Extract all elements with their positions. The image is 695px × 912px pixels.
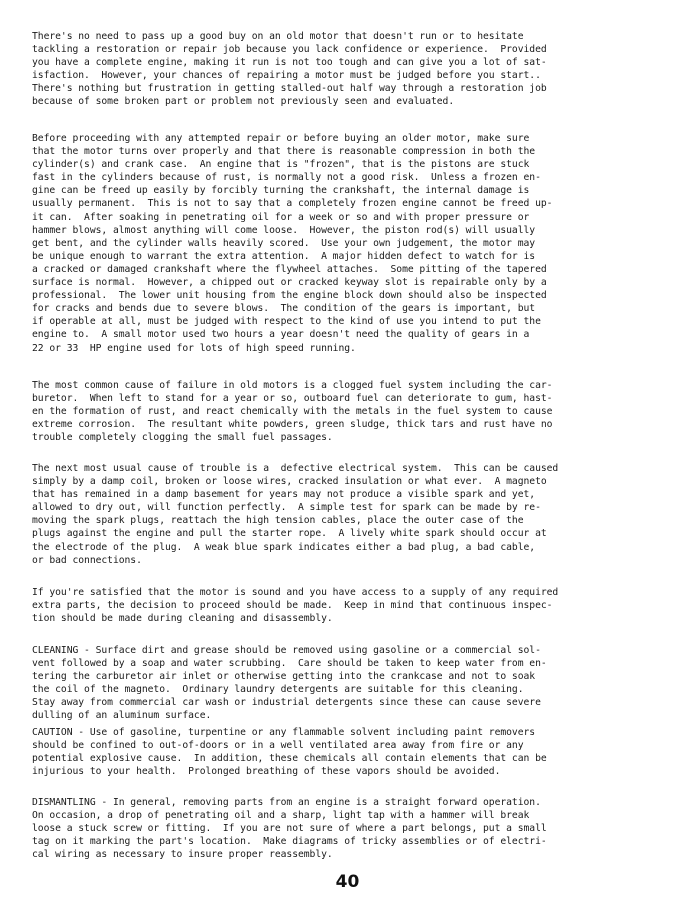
text-line: that the motor turns over properly and that there is reasonable compression in both the <box>32 146 536 158</box>
text-line: simply by a damp coil, broken or loose wires, cracked insulation or what ever. A magneto <box>32 476 547 488</box>
text-line: if operable at all, must be judged with respect to the kind of use you intend to put the <box>32 316 541 328</box>
paragraph-inspection <box>32 132 672 355</box>
text-line: the coil of the magneto. Ordinary laundry detergents are suitable for this cleaning. <box>32 684 524 696</box>
text-line: engine to. A small motor used two hours a year doesn't need the quality of gears in a <box>32 329 530 341</box>
text-line: en the formation of rust, and react chemically with the metals in the fuel system to cause <box>32 406 553 418</box>
text-line: isfaction. However, your chances of repairing a motor must be judged before you start.. <box>32 70 541 82</box>
text-line: injurious to your health. Prolonged breathing of these vapors should be avoided. <box>32 766 501 778</box>
text-line: 22 or 33 HP engine used for lots of high speed running. <box>32 342 356 354</box>
text-line: gine can be freed up easily by forcibly turning the crankshaft, the internal damage is <box>32 185 530 197</box>
text-line: The next most usual cause of trouble is a defective electrical system. This can be caused <box>32 463 559 474</box>
text-line: surface is normal. However, a chipped out or cracked keyway slot is repairable only by a <box>32 277 547 289</box>
text-line: that has remained in a damp basement for years may not produce a visible spark and yet, <box>32 489 536 501</box>
paragraph-cleaning <box>32 644 672 723</box>
text-line: extreme corrosion. The resultant white powders, green sludge, thick tars and rust have no <box>32 419 553 431</box>
paragraph-electrical <box>32 462 672 567</box>
text-line: Before proceeding with any attempted repair or before buying an older motor, make sure <box>32 133 530 144</box>
text-line: plugs against the engine and pull the starter rope. A lively white spark should occur at <box>32 528 547 540</box>
paragraph-decision <box>32 586 672 625</box>
text-line: There's nothing but frustration in getting stalled-out half way through a restoration job <box>32 83 547 95</box>
text-line: professional. The lower unit housing from the engine block down should also be inspected <box>32 290 547 302</box>
paragraph-caution <box>32 726 672 778</box>
text-line: should be confined to out-of-doors or in a well ventilated area away from fire or any <box>32 740 524 752</box>
text-line: dulling of an aluminum surface. <box>32 710 212 722</box>
text-line: be unique enough to warrant the extra attention. A major hidden defect to watch for is <box>32 250 536 262</box>
text-line: hammer blows, almost anything will come loose. However, the piston rod(s) will usually <box>32 224 536 236</box>
paragraph-fuel <box>32 379 672 444</box>
text-line: cal wiring as necessary to insure proper reassembly. <box>32 849 333 861</box>
text-line: cylinder(s) and crank case. An engine that is "frozen", that is the pistons are stuck <box>32 159 530 171</box>
text-line: trouble completely clogging the small fuel passages. <box>32 432 333 444</box>
paragraph-dismantling <box>32 796 672 861</box>
page-number: 40 <box>335 872 360 892</box>
paragraph-intro <box>32 30 672 109</box>
text-line: tering the carburetor air inlet or otherwise getting into the crankcase and not to soak <box>32 671 536 683</box>
text-line: Stay away from commercial car wash or industrial detergents since these can cause severe <box>32 697 541 709</box>
text-line: for cracks and bends due to severe blows. The condition of the gears is important, but <box>32 303 536 315</box>
text-line: loose a stuck screw or fitting. If you are not sure of where a part belongs, put a small <box>32 823 547 835</box>
text-line: tackling a restoration or repair job because you lack confidence or experience. Provided <box>32 44 547 56</box>
text-line: tion should be made during cleaning and disassembly. <box>32 613 333 625</box>
text-line: it can. After soaking in penetrating oil for a week or so and with proper pressure or <box>32 211 530 223</box>
text-line: moving the spark plugs, reattach the high tension cables, place the outer case of the <box>32 515 524 527</box>
text-line: The most common cause of failure in old motors is a clogged fuel system including the car- <box>32 380 553 391</box>
text-line: If you're satisfied that the motor is sound and you have access to a supply of any required <box>32 587 559 598</box>
text-line: On occasion, a drop of penetrating oil and a sharp, light tap with a hammer will break <box>32 810 530 822</box>
text-line: fast in the cylinders because of rust, is normally not a good risk. Unless a frozen en- <box>32 172 541 184</box>
text-line: the electrode of the plug. A weak blue spark indicates either a bad plug, a bad cable, <box>32 541 536 553</box>
text-line: usually permanent. This is not to say that a completely frozen engine cannot be freed up- <box>32 198 553 210</box>
text-line: extra parts, the decision to proceed should be made. Keep in mind that continuous inspec- <box>32 600 553 612</box>
text-line: CAUTION - Use of gasoline, turpentine or any flammable solvent including paint removers <box>32 727 536 738</box>
text-line: get bent, and the cylinder walls heavily scored. Use your own judgement, the motor may <box>32 237 536 249</box>
text-line: buretor. When left to stand for a year or so, outboard fuel can deteriorate to gum, hast- <box>32 393 553 405</box>
text-line: because of some broken part or problem not previously seen and evaluated. <box>32 96 455 108</box>
text-line: a cracked or damaged crankshaft where the flywheel attaches. Some pitting of the tapered <box>32 263 547 275</box>
text-line: CLEANING - Surface dirt and grease should be removed using gasoline or a commercial sol- <box>32 645 541 656</box>
text-line: tag on it marking the part's location. Make diagrams of tricky assemblies or of electri- <box>32 836 547 848</box>
text-line: vent followed by a soap and water scrubbing. Care should be taken to keep water from en- <box>32 658 547 670</box>
text-line: DISMANTLING - In general, removing parts from an engine is a straight forward operation. <box>32 797 541 808</box>
text-line: or bad connections. <box>32 554 142 566</box>
text-line: There's no need to pass up a good buy on an old motor that doesn't run or to hesitate <box>32 31 524 42</box>
text-line: allowed to dry out, will function perfectly. A simple test for spark can be made by re- <box>32 502 541 514</box>
text-line: you have a complete engine, making it run is not too tough and can give you a lot of sat- <box>32 57 547 69</box>
text-line: potential explosive cause. In addition, these chemicals all contain elements that can be <box>32 753 547 765</box>
